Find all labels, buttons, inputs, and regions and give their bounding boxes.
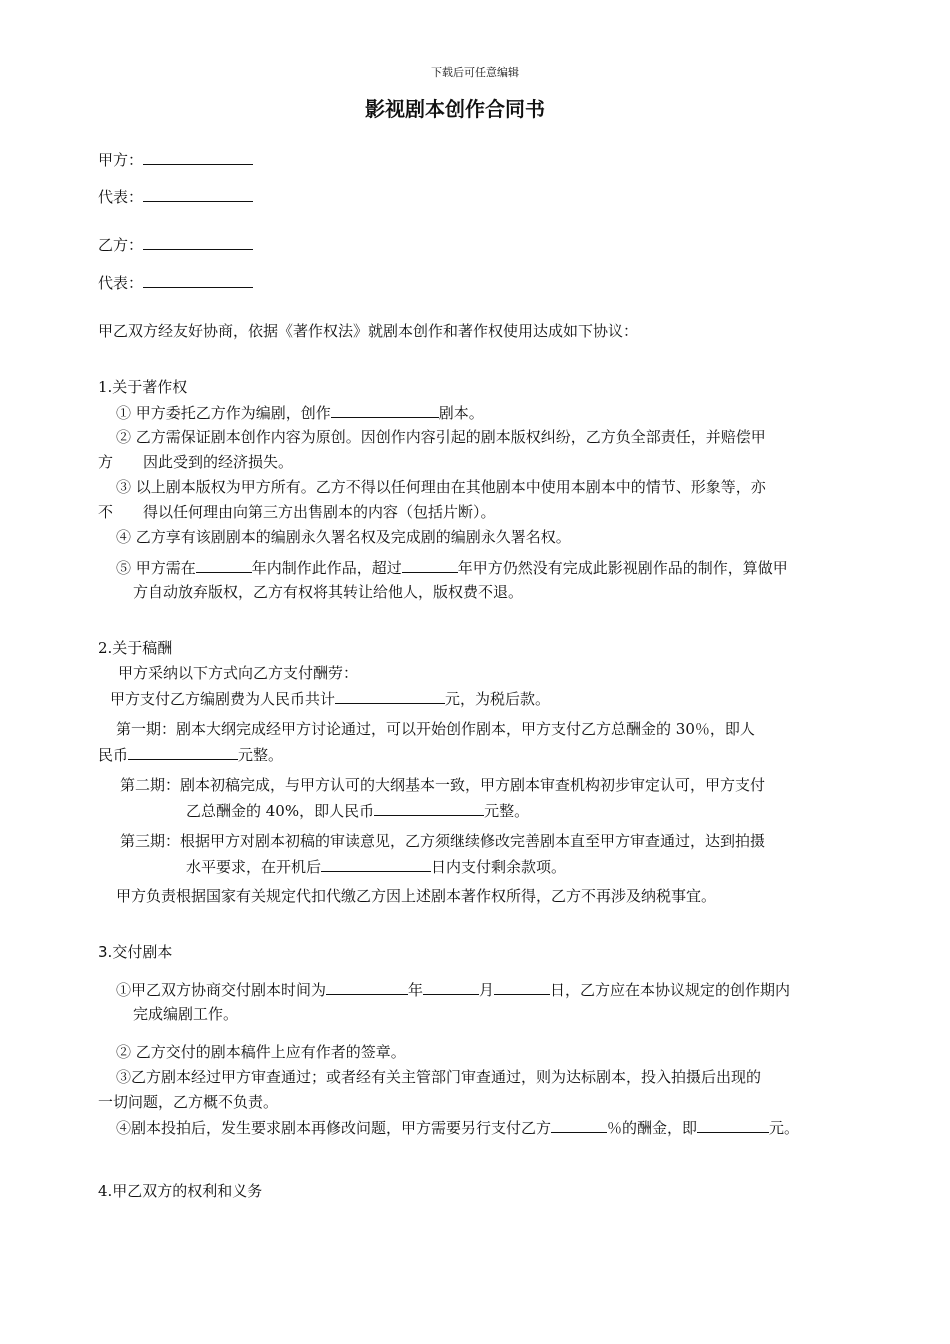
s3-item-2: ② 乙方交付的剧本稿件上应有作者的签章。 <box>116 1043 406 1061</box>
s2-tax-paragraph: 甲方负责根据国家有关规定代扣代缴乙方因上述剧本著作权所得，乙方不再涉及纳税事宜。 <box>116 887 717 905</box>
s1-item-5-text-b: 年内制作此作品，超过 <box>251 559 402 577</box>
s2-phase-1-text: 民币 <box>98 746 129 764</box>
header-note: 下载后可任意编辑 <box>431 66 519 79</box>
s2-paragraph-2 <box>110 688 550 709</box>
delivery-day-blank[interactable] <box>494 979 550 995</box>
rep-a-label: 代表： <box>98 188 144 206</box>
delivery-month-blank[interactable] <box>423 979 479 995</box>
section-4-heading: 4.甲乙双方的权利和义务 <box>98 1182 263 1200</box>
s3-item-3-line1: ③乙方剧本经过甲方审查通过；或者经有关主管部门审查通过，则为达标剧本，投入拍摄后出现的 <box>116 1068 762 1086</box>
phase-2-amount-blank[interactable] <box>374 800 484 816</box>
s1-item-5-line1 <box>116 557 788 578</box>
intro-paragraph: 甲乙双方经友好协商，依据《著作权法》就剧本创作和著作权使用达成如下协议： <box>98 322 639 340</box>
section-3-title: 交付剧本 <box>112 943 173 961</box>
s2-phase-2-tail: 元整。 <box>484 802 530 820</box>
s1-item-5-line2: 方自动放弃版权，乙方有权将其转让给他人，版权费不退。 <box>133 583 524 601</box>
s1-item-3-line2: 不 得以任何理由向第三方出售剧本的内容（包括片断）。 <box>98 503 496 521</box>
total-fee-blank[interactable] <box>335 688 445 704</box>
party-a-label: 甲方： <box>98 151 144 169</box>
s2-phase-3-line2 <box>186 856 566 877</box>
s3-item-4 <box>116 1117 799 1138</box>
s2-phase-2-line1: 第二期：剧本初稿完成，与甲方认可的大纲基本一致，甲方剧本审查机构初步审定认可，甲方支付 <box>120 776 766 794</box>
party-b-label: 乙方： <box>98 236 144 254</box>
s1-item-4: ④ 乙方享有该剧剧本的编剧永久署名权及完成剧的编剧永久署名权。 <box>116 528 571 546</box>
party-a-line <box>98 149 253 170</box>
s2-phase-2-text: 乙总酬金的 40%，即人民币 <box>186 802 375 820</box>
revision-amount-blank[interactable] <box>697 1117 769 1133</box>
section-3-heading <box>98 942 172 962</box>
s3-item-1-text: ①甲乙双方协商交付剧本时间为 <box>116 981 327 999</box>
phase-3-days-blank[interactable] <box>321 856 431 872</box>
party-b-line <box>98 234 253 255</box>
s3-item-4-tail: 元。 <box>769 1119 800 1137</box>
script-name-blank[interactable] <box>331 402 439 418</box>
section-2-heading: 2.关于稿酬 <box>98 639 173 657</box>
s3-item-3-line2: 一切问题，乙方概不负责。 <box>98 1093 279 1111</box>
s3-item-1-tail: 日，乙方应在本协议规定的创作期内 <box>550 981 791 999</box>
s1-item-3-line1: ③ 以上剧本版权为甲方所有。乙方不得以任何理由在其他剧本中使用本剧本中的情节、形象等，亦 <box>116 478 766 496</box>
s2-p2-text: 甲方支付乙方编剧费为人民币共计 <box>110 690 336 708</box>
revision-percent-blank[interactable] <box>551 1117 607 1133</box>
s2-phase-3-tail: 日内支付剩余款项。 <box>431 858 567 876</box>
s1-item-1-tail: 剧本。 <box>438 404 484 422</box>
s2-phase-2-line2 <box>186 800 529 821</box>
s1-item-1-text: ① 甲方委托乙方作为编剧，创作 <box>116 404 331 422</box>
party-a-blank[interactable] <box>143 149 253 165</box>
s3-month-label: 月 <box>479 981 495 999</box>
s2-phase-1-line1: 第一期：剧本大纲完成经甲方讨论通过，可以开始创作剧本，甲方支付乙方总酬金的 30％，即人 <box>116 720 755 738</box>
s1-item-5-text-c: 年甲方仍然没有完成此影视剧作品的制作，算做甲 <box>457 559 788 577</box>
s1-item-2-line2: 方 因此受到的经济损失。 <box>98 453 294 471</box>
rep-a-blank[interactable] <box>143 186 253 202</box>
s3-item-1-line1 <box>116 979 790 1000</box>
production-years-blank[interactable] <box>196 557 252 573</box>
s2-phase-3-text: 水平要求，在开机后 <box>186 858 322 876</box>
rep-b-line <box>98 272 253 293</box>
section-3-number: 3. <box>98 943 113 961</box>
s2-p2-tail: 元，为税后款。 <box>445 690 551 708</box>
s2-phase-1-line2 <box>98 744 283 765</box>
rep-a-line <box>98 186 253 207</box>
party-b-blank[interactable] <box>143 234 253 250</box>
section-1-heading: 1.关于著作权 <box>98 378 188 396</box>
s2-paragraph-1: 甲方采纳以下方式向乙方支付酬劳： <box>118 664 359 682</box>
exceed-years-blank[interactable] <box>402 557 458 573</box>
rep-b-label: 代表： <box>98 274 144 292</box>
s3-year-label: 年 <box>408 981 424 999</box>
s3-item-1-line2: 完成编剧工作。 <box>133 1005 239 1023</box>
s1-item-1 <box>116 402 484 423</box>
phase-1-amount-blank[interactable] <box>128 744 238 760</box>
s1-item-2-line1: ② 乙方需保证剧本创作内容为原创。因创作内容引起的剧本版权纠纷，乙方负全部责任，并赔偿甲 <box>116 428 766 446</box>
delivery-year-blank[interactable] <box>326 979 408 995</box>
s3-item-4-mid: ％的酬金，即 <box>607 1119 698 1137</box>
s1-item-5-text-a: ⑤ 甲方需在 <box>116 559 196 577</box>
rep-b-blank[interactable] <box>143 272 253 288</box>
s3-item-4-text: ④剧本投拍后，发生要求剧本再修改问题，甲方需要另行支付乙方 <box>116 1119 552 1137</box>
document-title: 影视剧本创作合同书 <box>365 97 545 121</box>
s2-phase-3-line1: 第三期：根据甲方对剧本初稿的审读意见，乙方须继续修改完善剧本直至甲方审查通过，达到拍摄 <box>120 832 766 850</box>
s2-phase-1-tail: 元整。 <box>238 746 284 764</box>
